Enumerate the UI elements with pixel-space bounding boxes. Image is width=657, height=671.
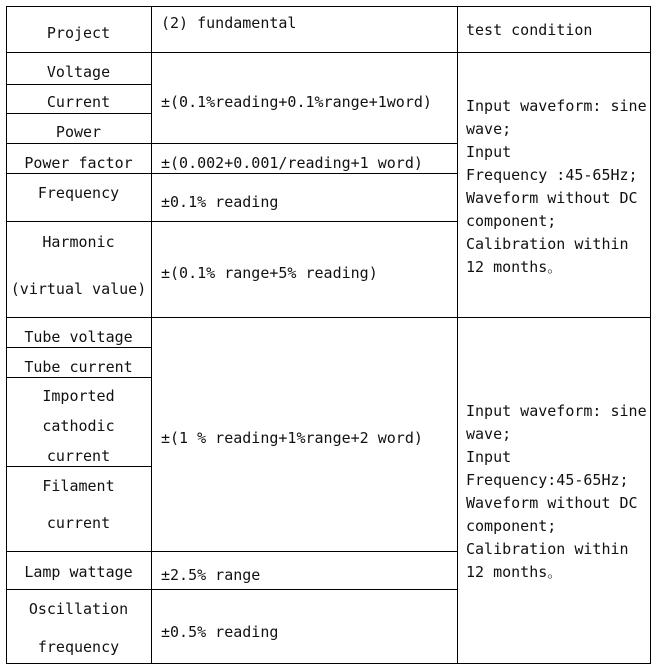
condition-line: Calibration within <box>466 540 629 558</box>
label-harmonic-line1: Harmonic <box>42 233 115 251</box>
condition-line: Frequency :45-65Hz; <box>466 166 638 184</box>
row-divider-freq <box>6 221 458 222</box>
spec-power-factor: ±(0.002+0.001/reading+1 word) <box>161 154 423 172</box>
header-test-condition: test condition <box>466 21 593 39</box>
label-current: Current <box>46 93 111 111</box>
condition-line: Input waveform: sine <box>466 97 647 115</box>
row-divider-lamp <box>6 589 458 590</box>
condition-line: Waveform without DC <box>466 494 638 512</box>
spec-frequency: ±0.1% reading <box>161 193 279 211</box>
spec-vcp: ±(0.1%reading+0.1%range+1word) <box>161 93 432 111</box>
label-oscillation-line1: Oscillation <box>28 600 129 618</box>
label-voltage: Voltage <box>46 63 111 81</box>
spec-oscillation: ±0.5% reading <box>161 623 279 641</box>
condition-group-2 <box>466 400 654 584</box>
row-divider-header <box>6 52 651 53</box>
column-divider-1 <box>151 6 152 664</box>
condition-line: Frequency:45-65Hz; <box>466 471 629 489</box>
spec-harmonic: ±(0.1% range+5% reading) <box>161 264 378 282</box>
label-tube-current: Tube current <box>24 358 133 376</box>
condition-line: Input <box>466 143 512 161</box>
spec-tube: ±(1 % reading+1%range+2 word) <box>161 429 423 447</box>
label-frequency: Frequency <box>37 184 120 202</box>
condition-line: component; <box>466 517 557 535</box>
header-project: Project <box>46 24 111 42</box>
column-divider-2 <box>457 6 458 664</box>
row-divider-voltage <box>6 84 152 85</box>
condition-line: wave; <box>466 120 512 138</box>
row-divider-group <box>6 317 651 318</box>
label-filament-line2: current <box>46 514 111 532</box>
header-fundamental: (2) fundamental <box>161 14 297 32</box>
spec-table <box>6 6 651 664</box>
label-lamp-wattage: Lamp wattage <box>24 563 133 581</box>
condition-line: 12 months。 <box>466 258 563 276</box>
label-cathodic-line2: cathodic <box>42 417 115 435</box>
label-harmonic-line2: (virtual value) <box>10 280 147 298</box>
label-filament-line1: Filament <box>42 477 115 495</box>
condition-line: Input waveform: sine <box>466 402 647 420</box>
label-power: Power <box>55 123 102 141</box>
condition-line: 12 months。 <box>466 563 563 581</box>
label-power-factor: Power factor <box>24 154 133 172</box>
label-tube-voltage: Tube voltage <box>24 328 133 346</box>
condition-line: Waveform without DC <box>466 189 638 207</box>
label-cathodic-line3: current <box>46 447 111 465</box>
table-border-bottom <box>6 663 651 664</box>
table-border-top <box>6 6 651 7</box>
spec-lamp: ±2.5% range <box>161 566 261 584</box>
label-oscillation-line2: frequency <box>37 638 120 656</box>
condition-line: Input <box>466 448 512 466</box>
condition-line: Calibration within <box>466 235 629 253</box>
row-divider-tube <box>6 551 458 552</box>
label-cathodic-line1: Imported <box>42 387 115 405</box>
condition-group-1 <box>466 95 654 279</box>
condition-line: wave; <box>466 425 512 443</box>
condition-line: component; <box>466 212 557 230</box>
